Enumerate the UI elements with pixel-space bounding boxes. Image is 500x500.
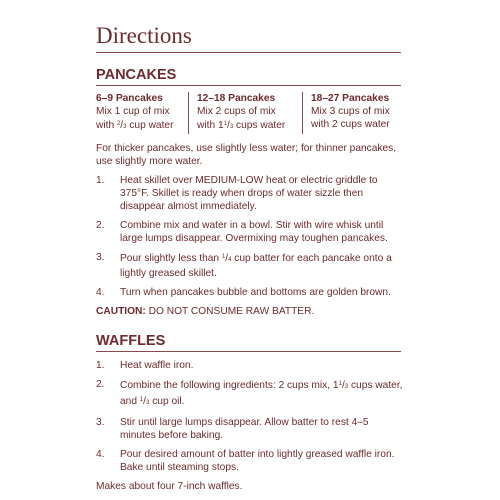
list-item [96, 416, 406, 442]
waffles-section [96, 332, 406, 493]
size-label: 12–18 Pancakes [197, 93, 276, 104]
thickness-note: For thicker pancakes, use slightly less water; for thinner pancakes, use slightly more water. [96, 143, 397, 167]
size-water: with $^2$/3 cup water [96, 120, 174, 131]
size-water: with 2 cups water [311, 119, 390, 130]
page-title: Directions [96, 23, 192, 48]
waffles-divider [96, 351, 401, 352]
size-mix: Mix 2 cups of mix [197, 106, 276, 117]
size-option [302, 92, 406, 134]
pancakes-section [96, 66, 406, 318]
list-item [96, 251, 406, 280]
title-divider [96, 52, 401, 53]
list-item [96, 448, 406, 474]
list-item [96, 378, 406, 410]
caution-label: CAUTION: [96, 306, 146, 317]
step-number: 3. [96, 417, 105, 428]
size-mix: Mix 3 cups of mix [311, 106, 390, 117]
step-text: Combine the following ingredients: 2 cups mix, $1^1/3$ cups water, and $^1$/3 cup oil. [120, 380, 403, 407]
size-option [96, 92, 188, 134]
size-water: with $1^1/3$ cups water [197, 120, 286, 131]
pancake-sizes [96, 92, 406, 134]
list-item [96, 359, 406, 372]
pancakes-divider [96, 85, 401, 86]
list-item [96, 286, 406, 299]
waffle-yield: Makes about four 7-inch waffles. [96, 481, 243, 492]
size-option [188, 92, 302, 134]
list-item [96, 174, 406, 213]
step-text: Heat skillet over MEDIUM-LOW heat or electric griddle to 375°F. Skillet is ready when drops of water sizzle then disappear almost immediately. [120, 175, 378, 212]
step-text: Pour slightly less than $^1$/4 cup batter for each pancake onto a lightly greased skillet. [120, 253, 392, 279]
step-number: 2. [96, 220, 105, 231]
step-text: Stir until large lumps disappear. Allow batter to rest 4–5 minutes before baking. [120, 417, 369, 441]
directions-page [96, 22, 406, 493]
size-mix: Mix 1 cup of mix [96, 106, 170, 117]
waffle-steps [96, 359, 406, 474]
list-item [96, 219, 406, 245]
size-label: 18–27 Pancakes [311, 93, 390, 104]
pancakes-heading: PANCAKES [96, 67, 177, 83]
step-number: 1. [96, 175, 105, 186]
step-text: Combine mix and water in a bowl. Stir with wire whisk until large lumps disappear. Overmixing may toughen pancakes. [120, 220, 388, 244]
step-text: Pour desired amount of batter into lightly greased waffle iron. Bake until steaming stops. [120, 449, 395, 473]
size-label: 6–9 Pancakes [96, 93, 163, 104]
step-number: 2. [96, 379, 105, 390]
step-number: 3. [96, 252, 105, 263]
caution-note: CAUTION: DO NOT CONSUME RAW BATTER. [96, 306, 315, 317]
pancake-steps [96, 174, 406, 299]
waffles-heading: WAFFLES [96, 333, 166, 349]
step-number: 4. [96, 287, 105, 298]
step-text: Turn when pancakes bubble and bottoms are golden brown. [120, 287, 391, 298]
step-number: 1. [96, 360, 105, 371]
step-text: Heat waffle iron. [120, 360, 194, 371]
step-number: 4. [96, 449, 105, 460]
